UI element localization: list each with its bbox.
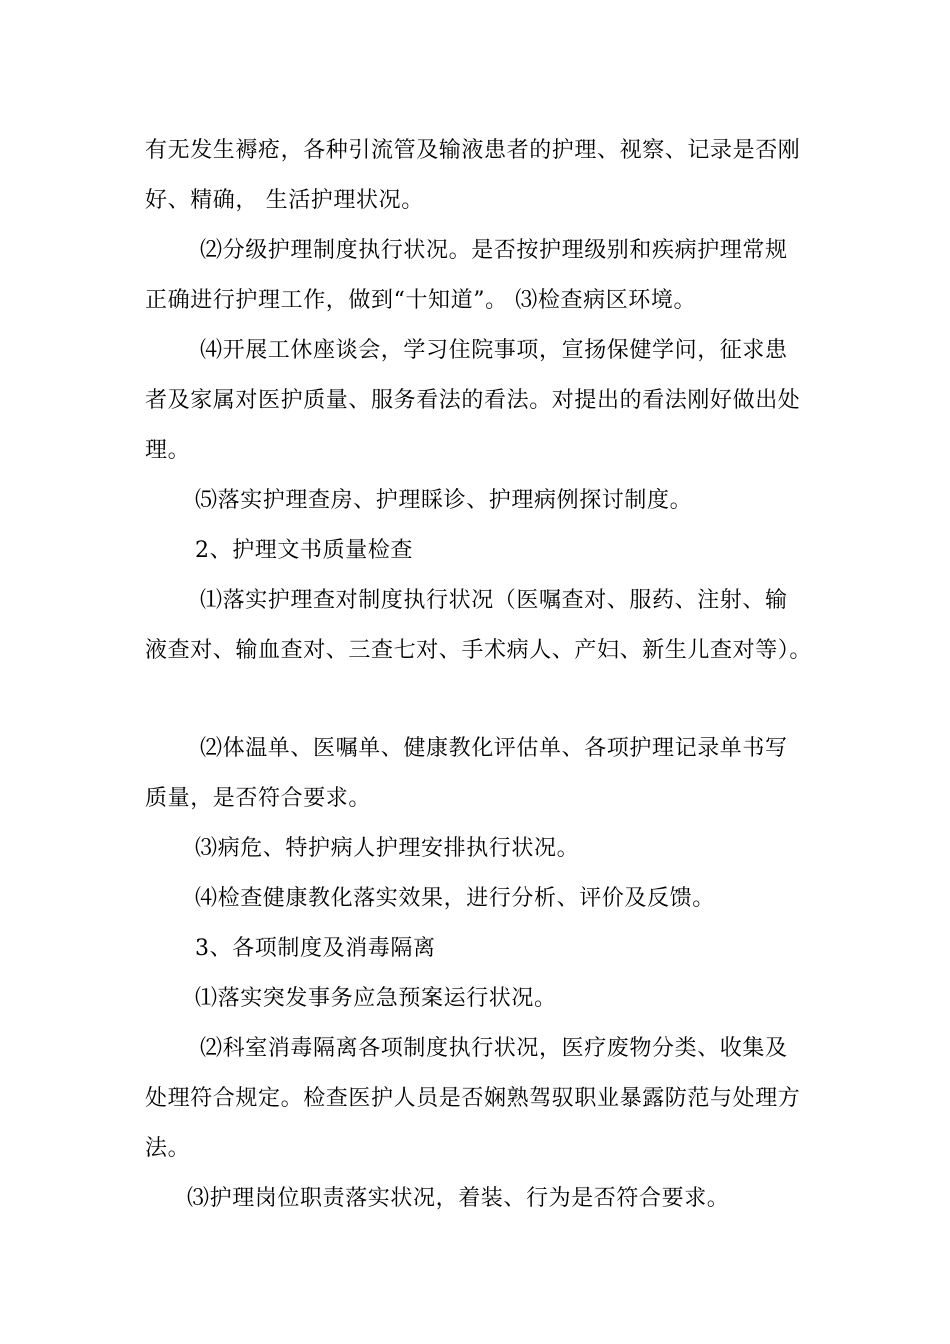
text-line-11: 液查对、输血查对、三查七对、手术病人、产妇、新生儿查对等）。 [145,638,813,663]
text-line-2: 好、精确， 生活护理状况。 [145,188,424,213]
paragraph-3-2-start: ⑵科室消毒隔离各项制度执行状况，医疗废物分类、收集及 [200,1036,788,1061]
text-line-19: 处理符合规定。检查医护人员是否娴熟驾驭职业暴露防范与处理方 [145,1086,801,1111]
paragraph-3-1: ⑴落实突发事务应急预案运行状况。 [195,986,557,1011]
text-line-20: 法。 [145,1136,191,1161]
paragraph-2-2-start: ⑵体温单、医嘱单、健康教化评估单、各项护理记录单书写 [200,736,788,761]
paragraph-2-start: ⑵分级护理制度执行状况。是否按护理级别和疾病护理常规 [200,238,788,263]
paragraph-2-3: ⑶病危、特护病人护理安排执行状况。 [195,836,580,861]
text-line-6: 者及家属对医护质量、服务看法的看法。对提出的看法刚好做出处 [145,388,801,413]
text-line-7: 理。 [145,438,191,463]
text-line-4: 正确进行护理工作，做到“十知道”。 ⑶检查病区环境。 [145,288,697,313]
paragraph-5: ⑸落实护理查房、护理睬诊、护理病例探讨制度。 [195,488,693,513]
text-line-13: 质量，是否符合要求。 [145,786,372,811]
section-heading-3: 3、各项制度及消毒隔离 [195,936,436,961]
section-heading-2: 2、护理文书质量检查 [195,538,413,563]
paragraph-2-1-start: ⑴落实护理查对制度执行状况（医嘱查对、服药、注射、输 [200,588,788,613]
paragraph-4-start: ⑷开展工休座谈会，学习住院事项，宣扬保健学问，征求患 [200,338,788,363]
text-line-1: 有无发生褥疮，各种引流管及输液患者的护理、视察、记录是否刚 [145,138,801,163]
paragraph-3-3: ⑶护理岗位职责落实状况，着装、行为是否符合要求。 [187,1186,730,1211]
paragraph-2-4: ⑷检查健康教化落实效果，进行分析、评价及反馈。 [195,886,715,911]
